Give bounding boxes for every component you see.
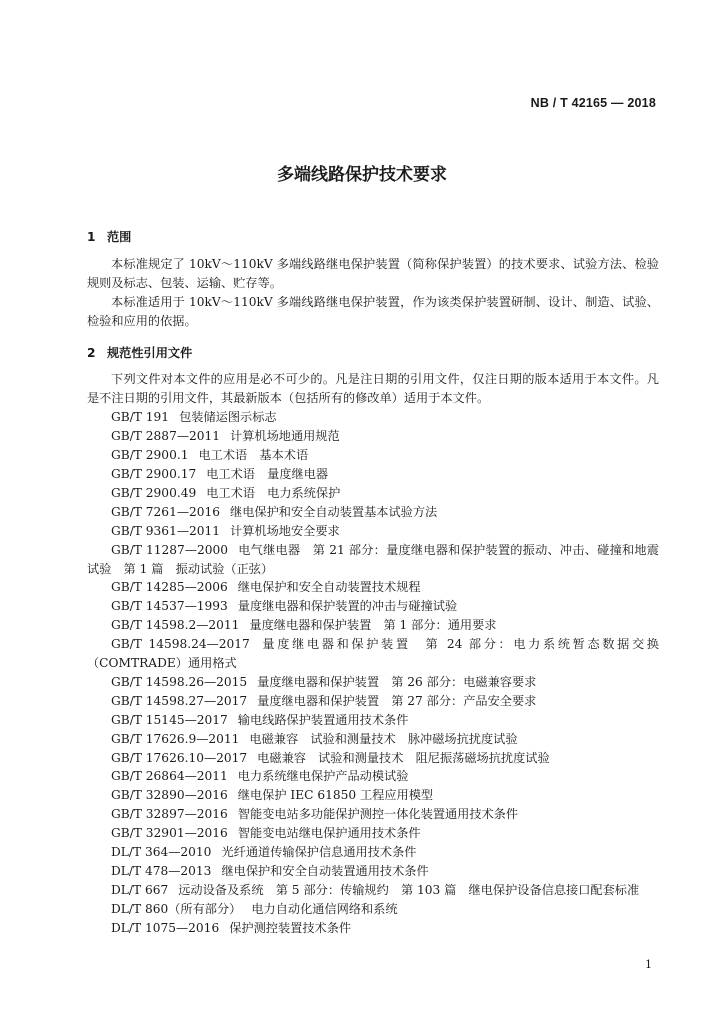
reference-code: GB/T 32901—2016 xyxy=(111,826,228,841)
reference-code: DL/T 478—2013 xyxy=(111,864,212,878)
section-number: 1 xyxy=(87,230,96,244)
reference-title: 电力自动化通信网络和系统 xyxy=(251,901,398,916)
normative-intro: 下列文件对本文件的应用是必不可少的。凡是注日期的引用文件，仅注日期的版本适用于本文件。凡是不注日期的引用文件，其最新版本（包括所有的修改单）适用于本文件。 xyxy=(87,372,659,406)
reference-item xyxy=(87,578,659,597)
reference-item xyxy=(87,730,659,749)
reference-title: 保护测控装置技术条件 xyxy=(229,920,352,935)
page-number: 1 xyxy=(645,958,652,971)
scope-paragraph: 本标准规定了 10kV～110kV 多端线路继电保护装置（简称保护装置）的技术要求、试验方法、检验规则及标志、包装、运输、贮存等。 xyxy=(87,256,659,290)
reference-code: DL/T 667 xyxy=(111,882,169,897)
reference-code: GB/T 11287—2000 xyxy=(111,542,229,557)
reference-title: 输电线路保护装置通用技术条件 xyxy=(237,712,409,727)
reference-title: 计算机场地通用规范 xyxy=(230,429,340,444)
reference-item xyxy=(87,541,659,579)
reference-title: 智能变电站多功能保护测控一体化装置通用技术条件 xyxy=(237,807,519,822)
section-number: 2 xyxy=(87,345,96,360)
reference-title: 量度继电器和保护装置 第 24 部分：电力系统暂态数据交换（COMTRADE）通用格式 xyxy=(87,637,659,671)
reference-code: GB/T 14285—2006 xyxy=(111,580,228,595)
reference-item xyxy=(87,900,659,919)
reference-list xyxy=(87,408,659,937)
reference-item xyxy=(87,862,659,881)
document-title: 多端线路保护技术要求 xyxy=(277,165,447,185)
reference-title: 智能变电站继电保护通用技术条件 xyxy=(237,826,421,841)
reference-code: GB/T 2887—2011 xyxy=(111,429,221,444)
reference-title: 量度继电器和保护装置 第 26 部分：电磁兼容要求 xyxy=(257,674,537,689)
reference-code: GB/T 17626.9—2011 xyxy=(111,731,240,746)
section-heading-normative xyxy=(87,344,659,363)
document-body xyxy=(87,228,659,938)
reference-code: GB/T 14598.24—2017 xyxy=(111,637,250,652)
reference-item xyxy=(87,408,659,427)
reference-code: DL/T 364—2010 xyxy=(111,845,212,860)
reference-title: 光纤通道传输保护信息通用技术条件 xyxy=(221,845,417,860)
reference-item xyxy=(87,427,659,446)
section-title: 规范性引用文件 xyxy=(107,345,193,360)
reference-title: 远动设备及系统 第 5 部分：传输规约 第 103 篇 继电保护设备信息接口配套标准 xyxy=(178,882,640,897)
reference-code: GB/T 14598.2—2011 xyxy=(111,618,240,633)
reference-title: 电气继电器 第 21 部分：量度继电器和保护装置的振动、冲击、碰撞和地震试验 第 1 篇 振动试验（正弦） xyxy=(87,542,659,576)
reference-code: GB/T 15145—2017 xyxy=(111,712,228,727)
reference-code: GB/T 191 xyxy=(111,410,170,425)
reference-code: GB/T 17626.10—2017 xyxy=(111,750,248,765)
standard-number: NB / T 42165 — 2018 xyxy=(530,96,656,110)
reference-code: GB/T 14598.27—2017 xyxy=(111,693,248,708)
reference-item xyxy=(87,635,659,673)
section-title: 范围 xyxy=(107,230,132,244)
reference-item xyxy=(87,692,659,711)
section-heading-scope xyxy=(87,228,659,247)
reference-title: 计算机场地安全要求 xyxy=(230,523,340,538)
scope-paragraph: 本标准适用于 10kV～110kV 多端线路继电保护装置，作为该类保护装置研制、设计、制造、试验、检验和应用的依据。 xyxy=(87,294,659,328)
reference-title: 量度继电器和保护装置的冲击与碰撞试验 xyxy=(237,599,458,614)
reference-item xyxy=(87,465,659,484)
reference-code: GB/T 2900.17 xyxy=(111,466,197,481)
reference-code: GB/T 32890—2016 xyxy=(111,788,228,803)
reference-code: GB/T 2900.1 xyxy=(111,448,189,463)
reference-item xyxy=(87,786,659,805)
reference-title: 电工术语 量度继电器 xyxy=(206,466,329,481)
reference-item xyxy=(87,843,659,862)
reference-item xyxy=(87,522,659,541)
reference-code: DL/T 860（所有部分） xyxy=(111,901,242,916)
reference-code: GB/T 9361—2011 xyxy=(111,523,221,538)
reference-code: GB/T 32897—2016 xyxy=(111,807,228,822)
reference-code: GB/T 14598.26—2015 xyxy=(111,674,248,689)
reference-item xyxy=(87,749,659,768)
reference-title: 电磁兼容 试验和测量技术 脉冲磁场抗扰度试验 xyxy=(249,731,518,746)
reference-title: 电工术语 电力系统保护 xyxy=(206,485,341,500)
reference-item xyxy=(87,767,659,786)
reference-item xyxy=(87,484,659,503)
reference-item xyxy=(87,824,659,843)
reference-title: 电工术语 基本术语 xyxy=(198,448,309,463)
reference-item xyxy=(87,446,659,465)
reference-item xyxy=(87,673,659,692)
reference-title: 继电保护和安全自动装置通用技术条件 xyxy=(221,864,429,878)
reference-code: GB/T 2900.49 xyxy=(111,485,197,500)
reference-item xyxy=(87,805,659,824)
reference-code: GB/T 14537—1993 xyxy=(111,599,228,614)
reference-title: 量度继电器和保护装置 第 1 部分：通用要求 xyxy=(249,618,497,633)
reference-code: GB/T 26864—2011 xyxy=(111,769,228,784)
reference-title: 电力系统继电保护产品动模试验 xyxy=(237,769,409,784)
reference-title: 包装储运图示标志 xyxy=(179,410,277,425)
reference-title: 电磁兼容 试验和测量技术 阻尼振荡磁场抗扰度试验 xyxy=(257,750,550,765)
reference-title: 继电保护 IEC 61850 工程应用模型 xyxy=(237,788,434,803)
reference-item xyxy=(87,919,659,938)
reference-item xyxy=(87,503,659,522)
reference-title: 继电保护和安全自动装置技术规程 xyxy=(237,580,421,595)
reference-item xyxy=(87,616,659,635)
reference-title: 继电保护和安全自动装置基本试验方法 xyxy=(230,504,438,519)
reference-code: GB/T 7261—2016 xyxy=(111,504,221,519)
reference-item xyxy=(87,597,659,616)
reference-code: DL/T 1075—2016 xyxy=(111,920,220,935)
reference-item xyxy=(87,881,659,900)
reference-item xyxy=(87,711,659,730)
reference-title: 量度继电器和保护装置 第 27 部分：产品安全要求 xyxy=(257,693,537,708)
